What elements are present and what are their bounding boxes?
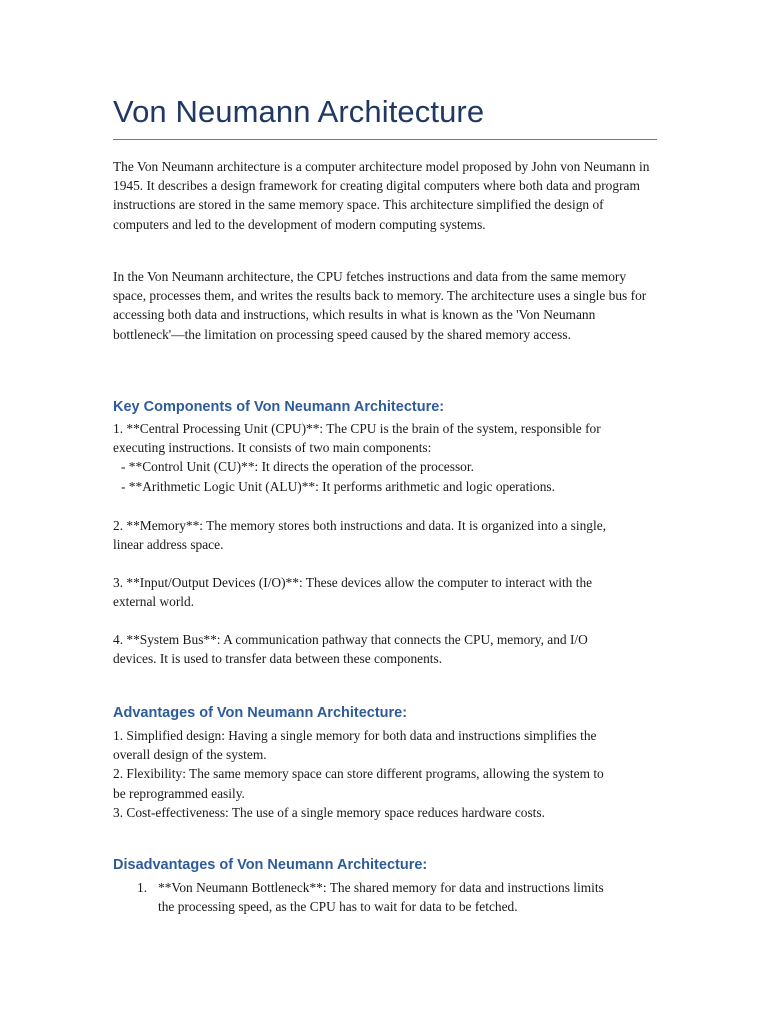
component-memory [113, 516, 658, 554]
title-underline [113, 139, 657, 140]
component-alu: - **Arithmetic Logic Unit (ALU)**: It performs arithmetic and logic operations. [121, 478, 555, 494]
advantages-list [113, 726, 658, 822]
advantage-line: overall design of the system. [113, 747, 267, 763]
component-cpu [113, 419, 658, 496]
advantages-heading: Advantages of Von Neumann Architecture: [113, 705, 408, 721]
advantage-line: 2. Flexibility: The same memory space can store different programs, allowing the system to [113, 766, 604, 782]
intro-paragraph-1: The Von Neumann architecture is a computer architecture model proposed by John von Neumann in 1945. It describes a design framework for creating digital computers where both data and program instructions are stored in the same memory space. This architecture simplified the design of computers and led to the development of modern computing systems. [113, 159, 650, 232]
advantage-line: 1. Simplified design: Having a single memory for both data and instructions simplifies the [113, 728, 597, 743]
component-io-line-2: external world. [113, 594, 195, 610]
component-cpu-line-2: executing instructions. It consists of two main components: [113, 440, 432, 456]
component-cu: - **Control Unit (CU)**: It directs the operation of the processor. [121, 459, 474, 475]
disadvantages-list [113, 878, 658, 916]
list-number: 1. [137, 880, 148, 895]
intro-paragraph-2: In the Von Neumann architecture, the CPU fetches instructions and data from the same memory space, processes them, and writes the results back to memory. The architecture uses a single bus for accessing both data and instructions, which results in what is known as the 'Von Neumann bottleneck'—the limitation on processing speed caused by the shared memory access. [113, 269, 647, 342]
disadvantage-line-2: the processing speed, as the CPU has to wait for data to be fetched. [158, 899, 518, 915]
disadvantage-item [113, 878, 658, 916]
advantage-line: 3. Cost-effectiveness: The use of a single memory space reduces hardware costs. [113, 804, 545, 820]
advantage-line: be reprogrammed easily. [113, 785, 245, 801]
page-title: Von Neumann Architecture [113, 94, 485, 129]
component-bus-line-1: 4. **System Bus**: A communication pathway that connects the CPU, memory, and I/O [113, 632, 588, 647]
component-bus [113, 630, 658, 668]
component-memory-line-2: linear address space. [113, 537, 224, 553]
component-memory-line-1: 2. **Memory**: The memory stores both instructions and data. It is organized into a single, [113, 518, 607, 533]
component-bus-line-2: devices. It is used to transfer data between these components. [113, 651, 443, 667]
component-io [113, 573, 658, 611]
key-components-heading: Key Components of Von Neumann Architecture: [113, 399, 445, 415]
disadvantages-heading: Disadvantages of Von Neumann Architecture: [113, 857, 428, 873]
disadvantage-line-1: **Von Neumann Bottleneck**: The shared memory for data and instructions limits [158, 880, 604, 895]
component-io-line-1: 3. **Input/Output Devices (I/O)**: These devices allow the computer to interact with the [113, 575, 593, 590]
component-cpu-line-1: 1. **Central Processing Unit (CPU)**: The CPU is the brain of the system, responsible for [113, 421, 601, 436]
